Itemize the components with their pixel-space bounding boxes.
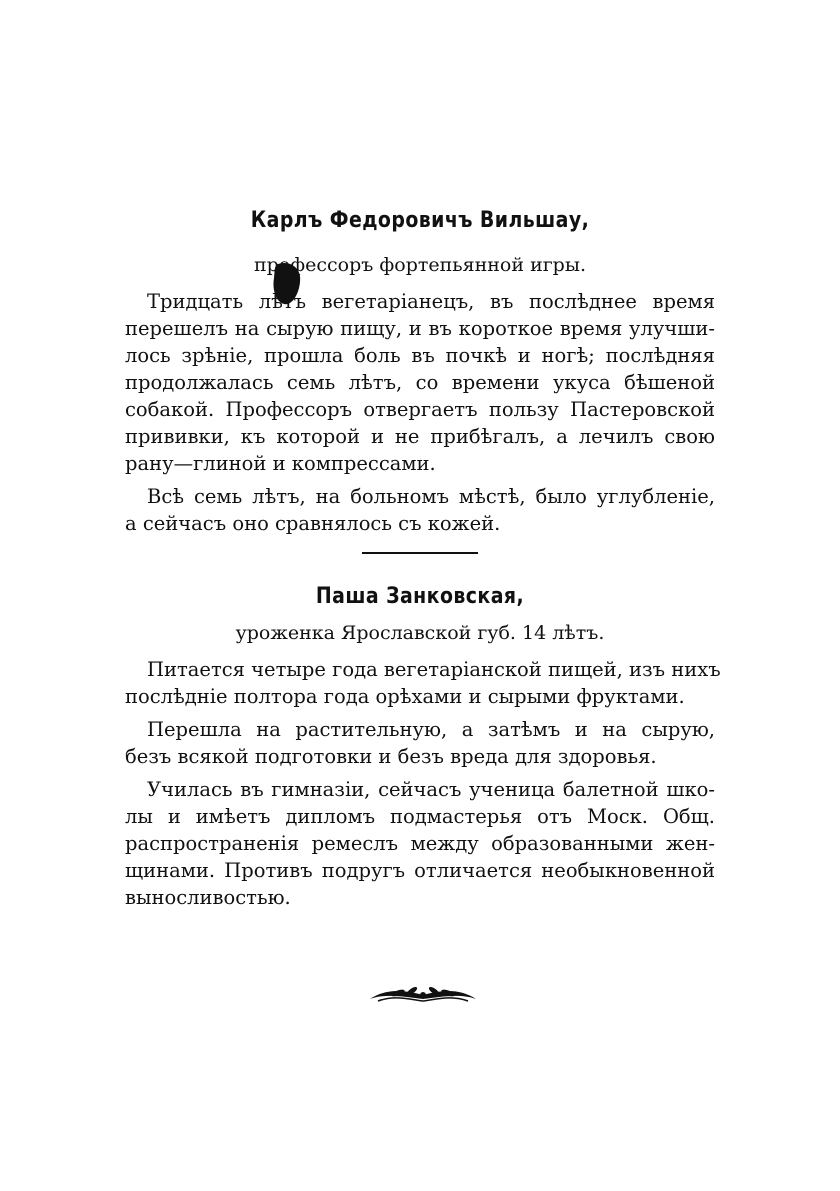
text-line: Всѣ семь лѣтъ, на больномъ мѣстѣ, было углубленіе,	[147, 485, 715, 508]
text-line: Тридцать лѣтъ вегетаріанецъ, въ послѣднее время	[147, 290, 715, 313]
text-line: щинами. Противъ подругъ отличается необыкновенной	[125, 859, 715, 882]
text-line: продолжалась семь лѣтъ, со времени укуса бѣшеной	[125, 371, 715, 394]
section1-name: Карлъ Федоровичъ Вильшау,	[250, 208, 590, 233]
text-line: распространенія ремеслъ между образованными жен-	[125, 832, 715, 855]
text-line: послѣдніе полтора года орѣхами и сырыми фруктами.	[125, 685, 685, 708]
text-line: Питается четыре года вегетаріанской пищей, изъ нихъ	[147, 658, 721, 681]
text-line: выносливостью.	[125, 886, 291, 909]
text-line: рану—глиной и компрессами.	[125, 452, 436, 475]
section-divider	[362, 552, 478, 554]
text-line: перешелъ на сырую пищу, и въ короткое время улучши-	[125, 317, 715, 340]
text-line: а сейчасъ оно сравнялось съ кожей.	[125, 512, 501, 535]
text-line: собакой. Профессоръ отвергаетъ пользу Пастеровской	[125, 398, 715, 421]
text-line: прививки, къ которой и не прибѣгалъ, а лечилъ свою	[125, 425, 715, 448]
text-line: Перешла на растительную, а затѣмъ и на сырую,	[147, 718, 715, 741]
section1-text	[125, 288, 715, 537]
text-line: безъ всякой подготовки и безъ вреда для здоровья.	[125, 745, 657, 768]
text-line: Училась въ гимназіи, сейчасъ ученица балетной шко-	[147, 778, 715, 801]
section2-title: уроженка Ярославской губ. 14 лѣтъ.	[235, 622, 605, 644]
text-line: лы и имѣетъ дипломъ подмастерья отъ Моск. Общ.	[125, 805, 715, 828]
section2-text	[125, 656, 721, 911]
leaf-ornament-icon	[368, 983, 478, 1007]
text-line: лось зрѣніе, прошла боль въ почкѣ и ногѣ; послѣдняя	[125, 344, 715, 367]
section1-title: профессоръ фортепьянной игры.	[253, 254, 587, 276]
section2-name: Паша Занковская,	[315, 584, 525, 609]
